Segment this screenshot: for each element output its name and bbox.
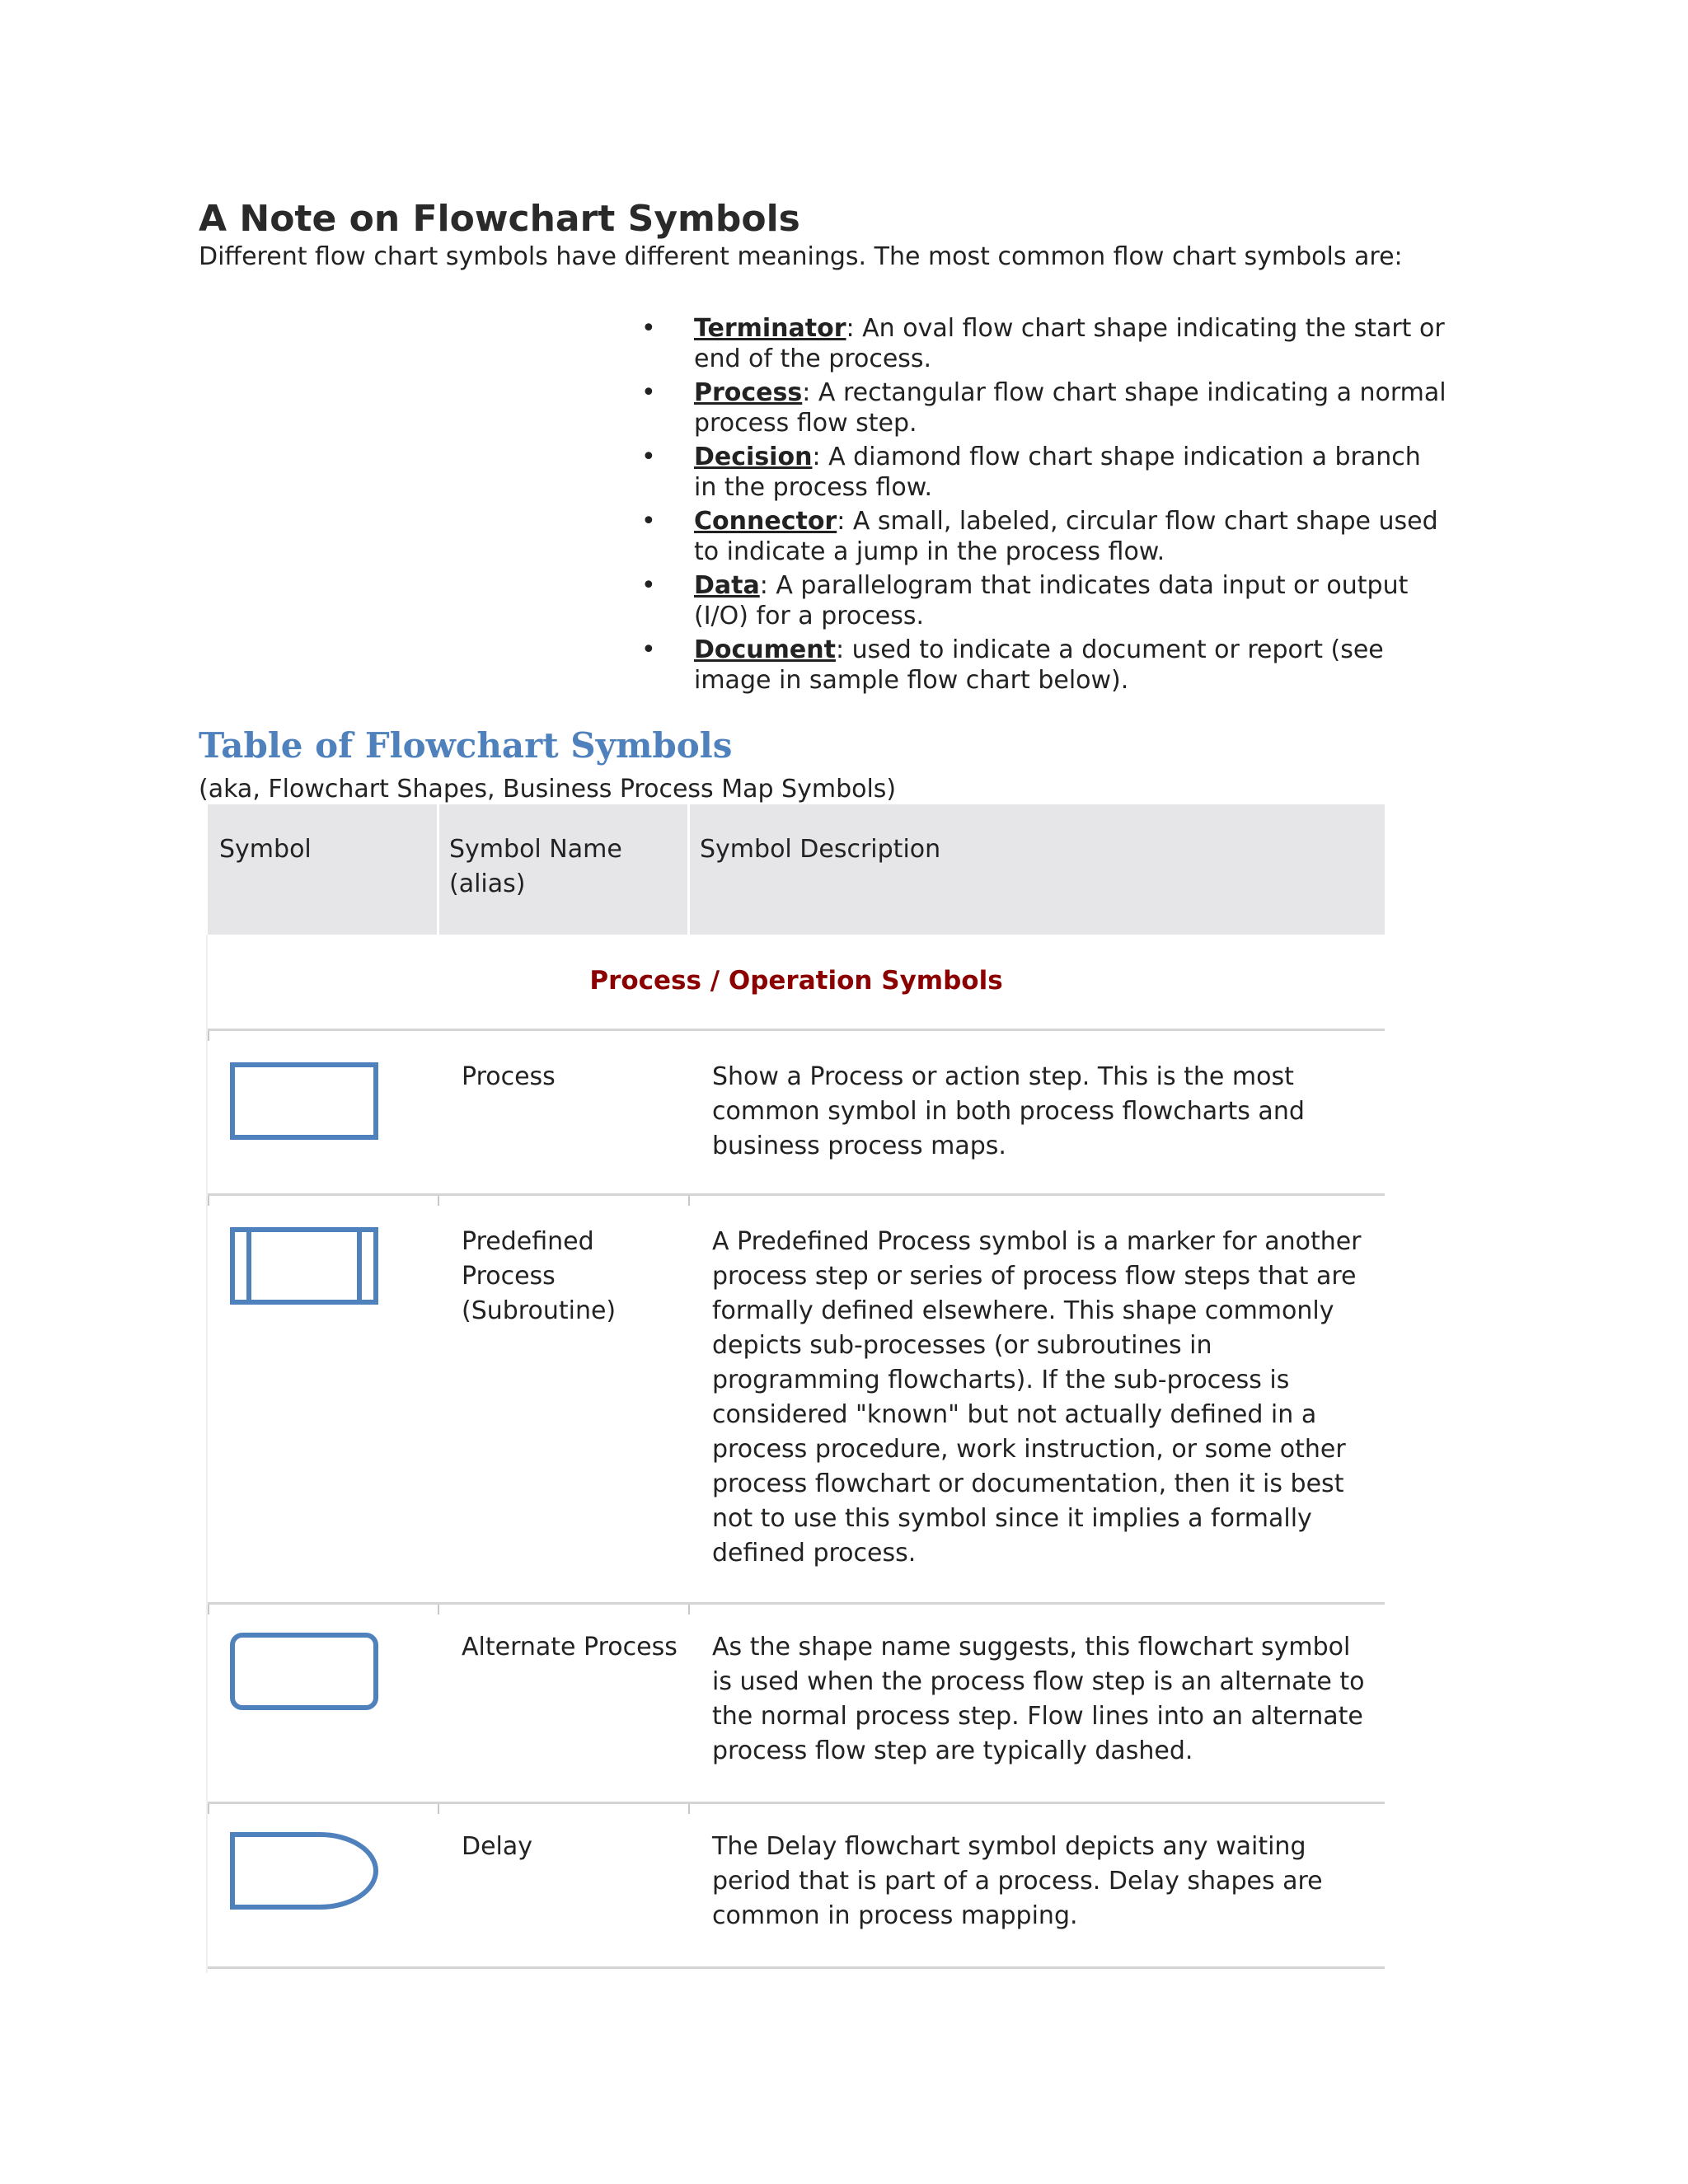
bullet-item bbox=[641, 313, 1449, 374]
symbol-name: Process bbox=[462, 1062, 556, 1091]
bullet-term: Connector bbox=[694, 507, 837, 536]
column-tick bbox=[208, 1804, 209, 1814]
intro-paragraph: Different flow chart symbols have different meanings. The most common flow chart symbols are: bbox=[199, 242, 1403, 271]
bullet-text: : An oval flow chart shape indicating the start or end of the process. bbox=[694, 314, 1445, 373]
bullet-term: Decision bbox=[694, 443, 813, 471]
bullet-term: Document bbox=[694, 635, 836, 664]
table-left-edge bbox=[206, 935, 208, 1973]
bullet-text: : A diamond flow chart shape indication a branch in the process flow. bbox=[694, 443, 1421, 502]
bullet-dot: • bbox=[641, 314, 656, 343]
symbol-bullet-list bbox=[641, 313, 1449, 699]
header-symbol-name bbox=[449, 832, 622, 902]
bullet-text: : A parallelogram that indicates data input or output (I/O) for a process. bbox=[694, 571, 1409, 630]
bullet-text: : used to indicate a document or report (see image in sample flow chart below). bbox=[694, 635, 1384, 695]
header-name-line1: Symbol Name bbox=[449, 835, 622, 864]
symbol-name: Alternate Process bbox=[462, 1633, 678, 1661]
bullet-item bbox=[641, 635, 1449, 696]
symbol-description: Show a Process or action step. This is the most common symbol in both process flowcharts and business process maps. bbox=[712, 1062, 1305, 1160]
column-tick bbox=[438, 1804, 439, 1814]
symbol-description: A Predefined Process symbol is a marker for another process step or series of process flow steps that are formally defined elsewhere. This shape commonly depicts sub-processes (or subroutines in programming flowcharts). If the sub-process is considered "known" but not actually defined in a process procedure, work instruction, or some other process flowchart or documentation, then it is best not to use this symbol since it implies a formally defined process. bbox=[712, 1227, 1362, 1568]
row-divider bbox=[208, 1966, 1385, 1969]
column-tick bbox=[688, 1196, 690, 1206]
symbol-description: The Delay flowchart symbol depicts any waiting period that is part of a process. Delay shapes are common in process mapping. bbox=[712, 1832, 1323, 1930]
bullet-dot: • bbox=[641, 571, 656, 600]
section-title: Process / Operation Symbols bbox=[589, 966, 1003, 996]
page-title: A Note on Flowchart Symbols bbox=[199, 198, 800, 240]
column-tick bbox=[208, 1031, 209, 1041]
row-divider bbox=[208, 1193, 1385, 1196]
bullet-item bbox=[641, 570, 1449, 631]
header-divider bbox=[687, 804, 690, 935]
column-tick bbox=[438, 1605, 439, 1615]
bullet-term: Process bbox=[694, 378, 803, 407]
column-tick bbox=[688, 1605, 690, 1615]
symbol-description: As the shape name suggests, this flowchart symbol is used when the process flow step is an alternate to the normal process step. Flow lines into an alternate process flow step are typically dashed. bbox=[712, 1633, 1365, 1765]
alternate-process-icon bbox=[229, 1632, 381, 1714]
process-rectangle-icon bbox=[229, 1062, 381, 1144]
bullet-term: Terminator bbox=[694, 314, 846, 343]
bullet-item bbox=[641, 442, 1449, 503]
bullet-text: : A rectangular flow chart shape indicating a normal process flow step. bbox=[694, 378, 1447, 438]
column-tick bbox=[438, 1196, 439, 1206]
bullet-text: : A small, labeled, circular flow chart shape used to indicate a jump in the process flow. bbox=[694, 507, 1438, 566]
row-divider bbox=[208, 1602, 1385, 1605]
header-name-line2: (alias) bbox=[449, 869, 526, 898]
bullet-dot: • bbox=[641, 635, 656, 664]
bullet-term: Data bbox=[694, 571, 760, 600]
predefined-process-icon bbox=[229, 1226, 381, 1309]
table-heading: Table of Flowchart Symbols bbox=[199, 725, 733, 766]
bullet-item bbox=[641, 377, 1449, 438]
header-symbol: Symbol bbox=[219, 835, 312, 864]
table-header bbox=[208, 804, 1385, 935]
delay-icon bbox=[229, 1831, 381, 1914]
table-subheading: (aka, Flowchart Shapes, Business Process Map Symbols) bbox=[199, 775, 897, 804]
bullet-dot: • bbox=[641, 378, 656, 407]
row-divider bbox=[208, 1029, 1385, 1031]
column-tick bbox=[688, 1804, 690, 1814]
bullet-dot: • bbox=[641, 443, 656, 471]
row-divider bbox=[208, 1802, 1385, 1804]
column-tick bbox=[208, 1196, 209, 1206]
symbol-name: Delay bbox=[462, 1832, 533, 1861]
symbol-name: Predefined Process (Subroutine) bbox=[462, 1227, 617, 1325]
header-divider bbox=[437, 804, 439, 935]
bullet-dot: • bbox=[641, 507, 656, 536]
bullet-item bbox=[641, 506, 1449, 567]
header-description: Symbol Description bbox=[700, 835, 941, 864]
column-tick bbox=[208, 1605, 209, 1615]
